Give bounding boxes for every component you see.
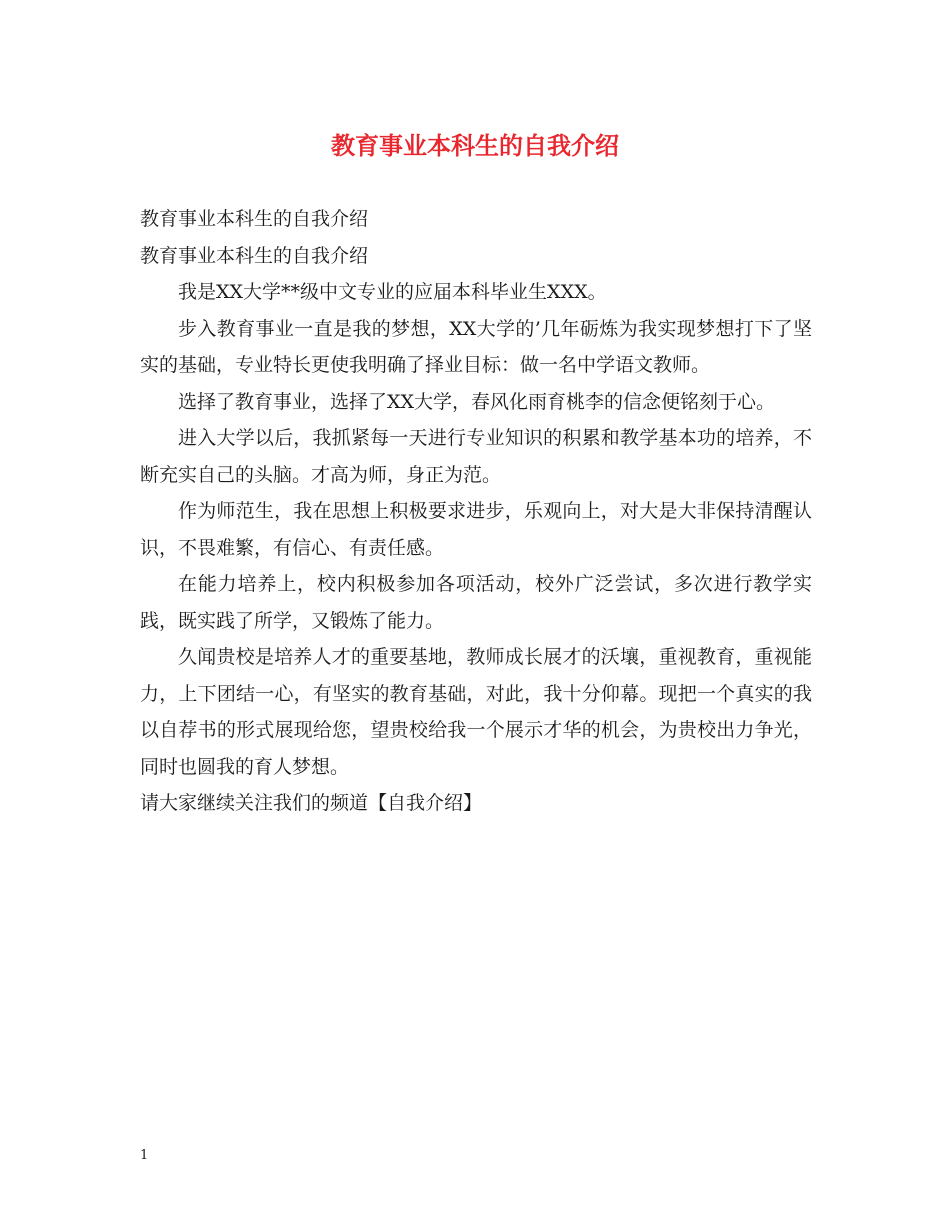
document-body (140, 201, 812, 822)
paragraph: 进入大学以后，我抓紧每一天进行专业知识的积累和教学基本功的培养，不断充实自己的头脑。才高为师，身正为范。 (140, 427, 812, 486)
footer-line: 请大家继续关注我们的频道【自我介绍】 (140, 792, 483, 814)
paragraph: 选择了教育事业，选择了XX大学，春风化雨育桃李的信念便铭刻于心。 (178, 390, 776, 413)
paragraph: 在能力培养上，校内积极参加各项活动，校外广泛尝试，多次进行教学实践，既实践了所学，又锻炼了能力。 (140, 573, 812, 632)
paragraph: 久闻贵校是培养人才的重要基地，教师成长展才的沃壤，重视教育，重视能力，上下团结一心，有坚实的教育基础，对此，我十分仰幕。现把一个真实的我以自荐书的形式展现给您，望贵校给我一个展示才华的机会，为贵校出力争光，同时也圆我的育人梦想。 (140, 646, 812, 778)
paragraph: 我是XX大学**级中文专业的应届本科毕业生XXX。 (178, 281, 607, 303)
paragraph: 作为师范生，我在思想上积极要求进步，乐观向上，对大是大非保持清醒认识，不畏难繁，有信心、有责任感。 (140, 500, 812, 559)
page-number: 1 (140, 1148, 149, 1163)
subtitle-line: 教育事业本科生的自我介绍 (140, 208, 369, 230)
subtitle-line: 教育事业本科生的自我介绍 (140, 244, 369, 267)
document-title: 教育事业本科生的自我介绍 (331, 131, 619, 160)
paragraph: 步入教育事业一直是我的梦想，XX大学的’几年砺炼为我实现梦想打下了坚实的基础，专业特长更使我明确了择业目标：做一名中学语文教师。 (140, 317, 812, 376)
